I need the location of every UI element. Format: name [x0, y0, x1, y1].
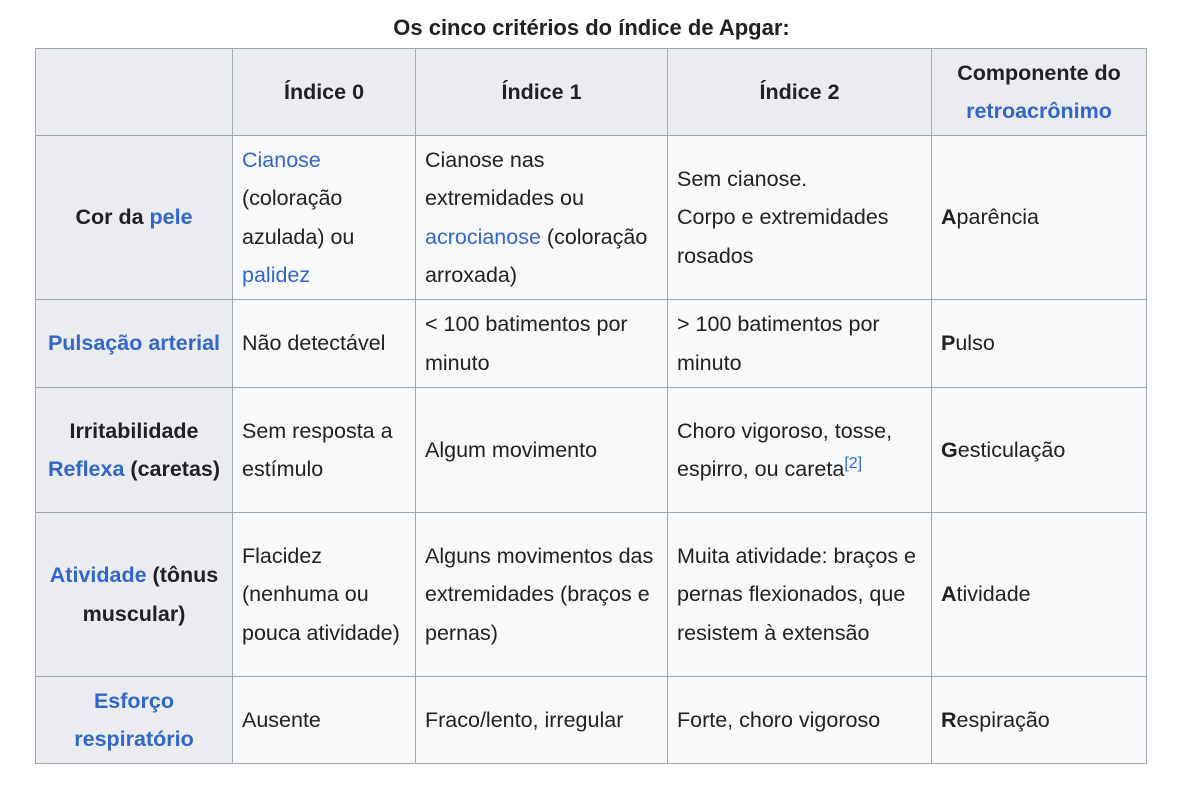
component-cell: [932, 136, 1147, 300]
criterion-cell: [36, 136, 233, 300]
index-1-cell: < 100 batimentos por minuto: [416, 300, 668, 388]
index-1-cell: Algum movimento: [416, 388, 668, 513]
index-0-cell: Flacidez (nenhuma ou pouca atividade): [233, 513, 416, 677]
cianose-link[interactable]: Cianose: [242, 147, 321, 172]
table-row: [36, 388, 1147, 513]
cell-text: Cianose nas extremidades ou: [425, 147, 584, 210]
criterion-cell: [36, 513, 233, 677]
header-component-label: Componente do: [957, 60, 1121, 85]
criterion-cell: [36, 300, 233, 388]
index-2-cell: > 100 batimentos por minuto: [668, 300, 932, 388]
header-index-2: Índice 2: [668, 49, 932, 136]
criterion-label: (tônus muscular): [82, 563, 219, 626]
component-cell: [932, 300, 1147, 388]
reference-link[interactable]: [2]: [844, 454, 863, 472]
header-index-0: Índice 0: [233, 49, 416, 136]
cell-text: (coloração arroxada): [425, 224, 648, 287]
index-1-cell: Fraco/lento, irregular: [416, 677, 668, 764]
reference-superscript: [844, 455, 862, 472]
pulsacao-arterial-link[interactable]: Pulsação arterial: [47, 331, 221, 356]
criterion-cell: [36, 388, 233, 513]
criterion-label: (caretas): [124, 457, 221, 481]
table-row: [36, 300, 1147, 388]
index-2-cell: [668, 136, 932, 300]
component-cell: [932, 388, 1147, 513]
component-rest: espiração: [956, 707, 1050, 732]
reflexa-link[interactable]: Reflexa: [47, 457, 125, 481]
cell-text: (coloração azulada) ou: [242, 186, 355, 249]
table-row: [36, 677, 1147, 764]
index-0-cell: [233, 136, 416, 300]
retroacronimo-link[interactable]: retroacrônimo: [966, 99, 1112, 123]
cell-text: Corpo e extremidades rosados: [677, 205, 889, 268]
component-initial: G: [941, 437, 958, 462]
component-initial: R: [941, 707, 957, 732]
pele-link[interactable]: pele: [149, 205, 193, 230]
atividade-link[interactable]: Atividade: [49, 563, 147, 587]
component-initial: A: [941, 205, 957, 230]
component-cell: [932, 513, 1147, 677]
header-blank-cell: [36, 49, 233, 136]
component-initial: A: [941, 582, 957, 607]
component-rest: parência: [956, 205, 1040, 230]
index-1-cell: Alguns movimentos das extremidades (braços e pernas): [416, 513, 668, 677]
cell-text: Sem cianose.: [677, 166, 808, 191]
component-rest: tividade: [956, 582, 1031, 607]
index-1-cell: [416, 136, 668, 300]
criterion-cell: [36, 677, 233, 764]
acrocianose-link[interactable]: acrocianose: [425, 224, 541, 249]
index-0-cell: Ausente: [233, 677, 416, 764]
table-row: [36, 136, 1147, 300]
index-2-cell: Muita atividade: braços e pernas flexionados, que resistem à extensão: [668, 513, 932, 677]
component-initial: P: [941, 331, 956, 356]
table-caption: Os cinco critérios do índice de Apgar:: [393, 15, 790, 40]
apgar-table: [35, 48, 1147, 764]
cell-text: Choro vigoroso, tosse, espirro, ou careta: [677, 418, 893, 481]
table-row: [36, 513, 1147, 677]
index-0-cell: Sem resposta a estímulo: [233, 388, 416, 513]
index-0-cell: Não detectável: [233, 300, 416, 388]
palidez-link[interactable]: palidez: [242, 263, 311, 287]
component-rest: esticulação: [957, 437, 1066, 462]
component-cell: [932, 677, 1147, 764]
index-2-cell: [668, 388, 932, 513]
header-component: [932, 49, 1147, 136]
esforco-respiratorio-link[interactable]: Esforço respiratório: [74, 688, 194, 751]
component-rest: ulso: [955, 331, 995, 356]
header-row: [36, 49, 1147, 136]
header-index-1: Índice 1: [416, 49, 668, 136]
index-2-cell: Forte, choro vigoroso: [668, 677, 932, 764]
criterion-label: Irritabilidade: [69, 418, 199, 443]
criterion-label: Cor da: [75, 205, 150, 230]
